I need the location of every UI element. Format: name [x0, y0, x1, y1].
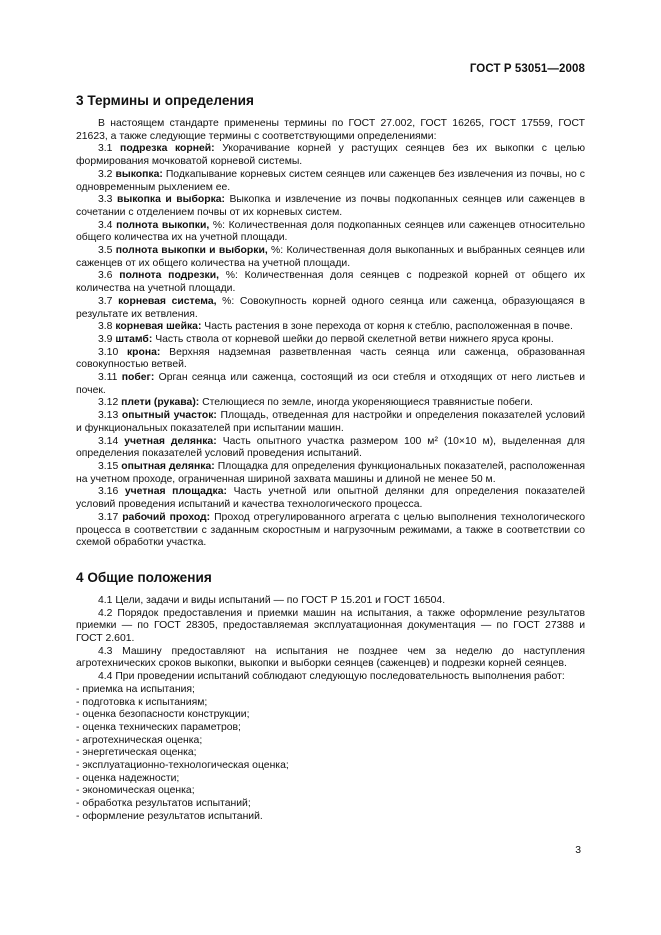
work-sequence-list: [76, 684, 585, 824]
term-item: 3.6 полнота подрезки, %: Количественная доля сеянцев с подрезкой корней от общего их количества на учетной площади.: [76, 270, 586, 295]
page-content: [76, 93, 585, 824]
term-item: 3.7 корневая система, %: Совокупность корней одного сеянца или саженца, образующаяся в результате их ветвления.: [76, 295, 585, 320]
term-item: 3.12 плети (рукава): Стелющиеся по земле, иногда укореняющиеся травянистые побеги.: [98, 397, 533, 409]
term-item: 3.3 выкопка и выборка: Выкопка и извлечение из почвы подкопанных сеянцев или саженцев в сочетании с отделением почвы от их корневых систем.: [76, 194, 586, 218]
paragraph-4-3: 4.3 Машину предоставляют на испытания не позднее чем за неделю до наступления агротехнических сроков выкопки, выкопки и выборки сеянцев (саженцев) и подрезки корней сеянцев.: [76, 645, 585, 670]
paragraph-4-4: 4.4 При проведении испытаний соблюдают следующую последовательность выполнения работ:: [98, 671, 565, 683]
term-item: 3.5 полнота выкопки и выборки, %: Количественная доля выкопанных и выбранных сеянцев или саженцев от их общего количества на учетной площади.: [76, 245, 585, 269]
term-item: 3.11 побег: Орган сеянца или саженца, состоящий из оси стебля и отходящих от него листьев и почек.: [76, 372, 585, 396]
term-item: 3.8 корневая шейка: Часть растения в зоне перехода от корня к стеблю, расположенная в почве.: [98, 321, 573, 333]
list-item: - приемка на испытания;: [76, 683, 195, 695]
term-item: 3.15 опытная делянка: Площадка для определения функциональных показателей, расположенная на учетном проходе, ограниченная шириной захвата машины и длиной не менее 50 м.: [76, 460, 586, 485]
term-item: 3.1 подрезка корней: Укорачивание корней у растущих сеянцев без их выкопки с целью формирования мочковатой корневой системы.: [76, 143, 586, 168]
term-item: 3.13 опытный участок: Площадь, отведенная для настройки и определения показателей условий и функциональных показателей при испытании машин.: [76, 410, 586, 434]
list-item: - подготовка к испытаниям;: [76, 696, 208, 708]
term-item: 3.14 учетная делянка: Часть опытного участка размером 100 м² (10×10 м), выделенная для определения показателей условий проведения испытаний.: [76, 435, 586, 460]
section-4-title: 4 Общие положения: [76, 569, 212, 585]
list-item: - агротехническая оценка;: [76, 734, 203, 746]
list-item: - оценка технических параметров;: [76, 721, 241, 733]
term-item: 3.9 штамб: Часть ствола от корневой шейки до первой скелетной ветви нижнего яруса кроны.: [98, 333, 554, 345]
term-item: 3.10 крона: Верхняя надземная разветвленная часть сеянца или саженца, образованная совокупностью ветвей.: [76, 346, 586, 371]
list-item: - оценка надежности;: [76, 772, 180, 784]
page-number: 3: [575, 845, 581, 856]
term-item: 3.17 рабочий проход: Проход отрегулированного агрегата с целью выполнения технологического процесса в соответствии с заданным скоростным и нагрузочным режимами, а также в соответствии со схемой обработки участка.: [76, 511, 585, 549]
section-3-intro: В настоящем стандарте применены термины по ГОСТ 27.002, ГОСТ 16265, ГОСТ 17559, ГОСТ 21623, а также следующие термины с соответствующими определениями:: [76, 118, 585, 142]
term-item: 3.4 полнота выкопки, %: Количественная доля подкопанных сеянцев или саженцев относительно общего количества их на учетной площади.: [76, 219, 586, 244]
term-item: 3.16 учетная площадка: Часть учетной или опытной делянки для определения показателей условий проведения испытаний и качества технологического процесса.: [76, 486, 585, 511]
list-item: - эксплуатационно-технологическая оценка;: [76, 760, 289, 772]
list-item: - энергетическая оценка;: [76, 747, 197, 759]
paragraph-4-1: 4.1 Цели, задачи и виды испытаний — по ГОСТ Р 15.201 и ГОСТ 16504.: [98, 594, 446, 606]
document-code-header: ГОСТ Р 53051—2008: [469, 63, 585, 75]
list-item: - экономическая оценка;: [76, 785, 195, 797]
list-item: - обработка результатов испытаний;: [76, 798, 251, 810]
term-item: 3.2 выкопка: Подкапывание корневых систем сеянцев или саженцев без извлечения из почвы, но с одновременным рыхлением ее.: [76, 168, 585, 193]
terms-list: [76, 143, 585, 550]
paragraph-4-2: 4.2 Порядок предоставления и приемки машин на испытания, а также оформление результатов приемки — по ГОСТ 28305, предоставляемая эксплуатационная документация — по ГОСТ 27388 и ГОСТ 2.601.: [76, 607, 585, 645]
list-item: - оформление результатов испытаний.: [76, 810, 263, 822]
list-item: - оценка безопасности конструкции;: [76, 709, 250, 721]
section-3-title: 3 Термины и определения: [76, 93, 254, 108]
